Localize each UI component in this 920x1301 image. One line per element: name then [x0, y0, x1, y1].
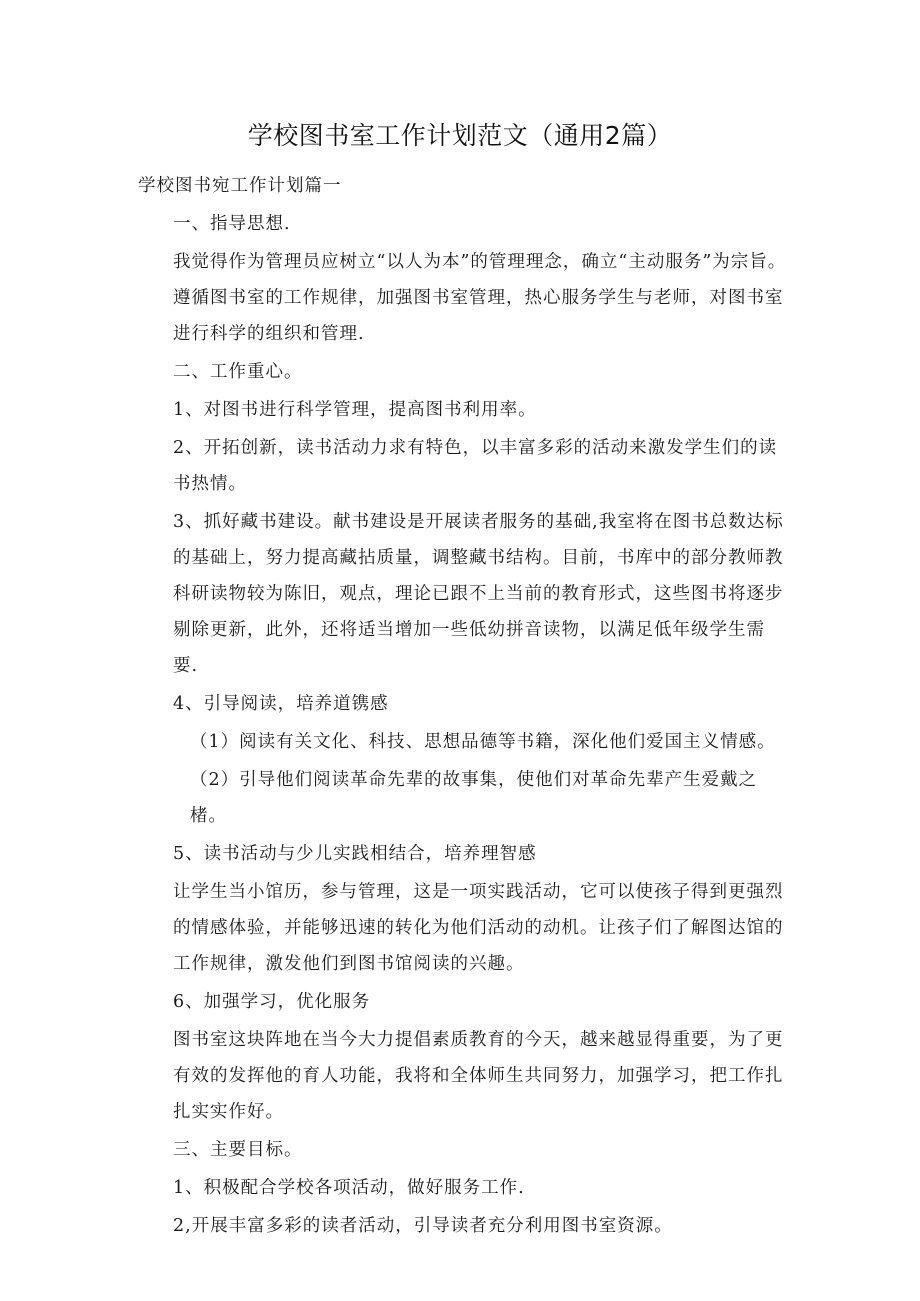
heading-work-focus: 二、工作重心。: [173, 362, 303, 382]
paragraph-guiding-thought: 我觉得作为管理员应树立“以人为本”的管理理念，确立“主动服务”为宗旨。遵循图书室的工作规律，加强图书室管理，热心服务学生与老师，对图书室进行科学的组织和管理.: [173, 252, 787, 344]
goal-2: 2,开展丰富多彩的读者活动，引导读者充分利用图书室资源。: [173, 1216, 673, 1236]
section-subtitle: 学校图书宛工作计划篇一: [138, 176, 342, 196]
item-5-practice: 5、读书活动与少儿实践相结合，培养理智感: [173, 844, 537, 864]
document-body: [138, 168, 788, 1244]
paragraph-practice: 让学生当小馆历，参与管理，这是一项实践活动，它可以使孩子得到更强烈的情感体验，并能够迅速的转化为他们活动的动机。让孩子们了解图达馆的工作规律，激发他们到图书馆阅读的兴趣。: [173, 882, 784, 974]
item-4-reading: 4、引导阅读，培养道镌感: [173, 694, 389, 714]
paragraph-study: 图书室这块阵地在当今大力提倡素质教育的今天，越来越显得重要，为了更有效的发挥他的育人功能，我将和全体师生共同努力，加强学习，把工作扎扎实实作好。: [173, 1030, 784, 1122]
item-3-collection: 3、抓好藏书建设。献书建设是开展读者服务的基础,我室将在图书总数达标的基础上，努力提高藏拈质量，调整藏书结构。目前，书库中的部分教师教科研读物较为陈旧，观点，理论已跟不上当前的教育形式，这些图书将逐步剔除更新，此外，还将适当增加一些低幼拼音读物，以满足低年级学生需要.: [173, 512, 784, 676]
sub-item-2: （2）引导他们阅读革命先辈的故事集，使他们对革命先辈产生爱戴之楮。: [190, 770, 758, 826]
heading-guiding-thought: 一、指导思想.: [173, 214, 291, 234]
sub-item-1: （1）阅读有关文化、科技、思想品德等书籍，深化他们爱国主义情感。: [190, 732, 776, 752]
item-1-management: 1、对图书进行科学管理，提高图书利用率。: [173, 400, 537, 420]
item-6-study: 6、加强学习，优化服务: [173, 992, 371, 1012]
goal-1: 1、积极配合学校各项活动，做好服务工作.: [173, 1178, 525, 1198]
heading-main-goals: 三、主要目标。: [173, 1140, 303, 1160]
document-title: 学校图书室工作计划范文（通用2篇）: [247, 121, 673, 150]
item-2-innovation: 2、开拓创新，读书活动力求有特色，以丰富多彩的活动来激发学生们的读书热情。: [173, 438, 778, 494]
